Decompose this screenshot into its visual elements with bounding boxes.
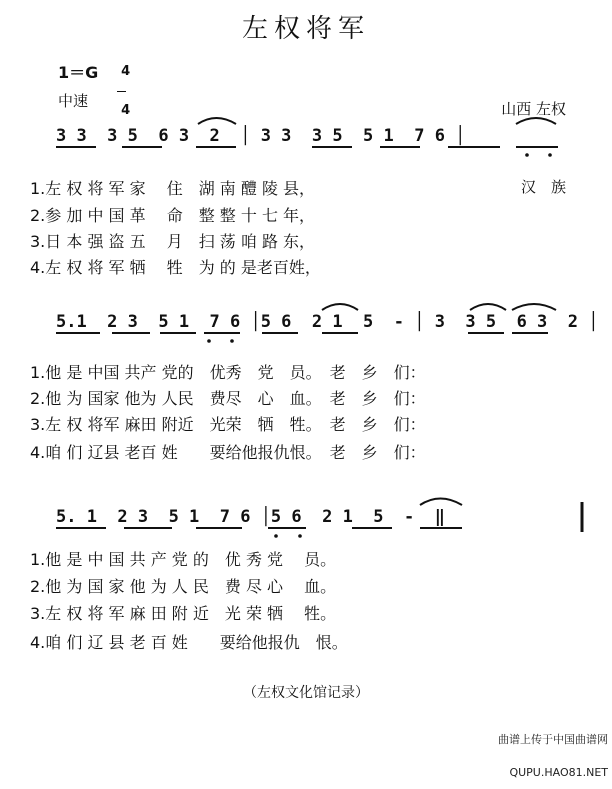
source-note: （左权文化馆记录） bbox=[243, 685, 369, 701]
lyric-line: 3.左 权 将军 麻田 附近 光荣 牺 牲。 老 乡 们： bbox=[30, 415, 426, 434]
origin-info bbox=[501, 44, 566, 226]
key-signature: 1＝G bbox=[58, 63, 99, 82]
watermark-line-1: 曲谱上传于中国曲谱网 bbox=[498, 733, 608, 746]
time-signature bbox=[112, 54, 130, 117]
lyric-line: 4.咱 们 辽县 老百 姓 要给他报仇恨。 老 乡 们： bbox=[30, 443, 426, 462]
tempo-marking: 中速 bbox=[58, 92, 89, 110]
lyric-line: 2.他 为 国 家 他 为 人 民 费 尽 心 血。 bbox=[30, 577, 337, 596]
notation-line-2: 5.1 2 3 5 1 7 6 │5 6 2 1 5 - │ 3 3 5 6 3 2 │ bbox=[56, 312, 599, 332]
watermark-line-2: QUPU.HAO81.NET bbox=[509, 766, 608, 779]
notation-line-3: 5. 1 2 3 5 1 7 6 │5 6 2 1 5 - ‖ bbox=[56, 507, 445, 527]
lyric-line: 3.左 权 将 军 麻 田 附 近 光 荣 牺 牲。 bbox=[30, 604, 337, 623]
meter-numerator: 4 bbox=[121, 64, 131, 79]
lyric-line: 4.左 权 将 军 牺 牲 为 的 是老百姓， bbox=[30, 258, 321, 277]
origin-region: 山西 左权 bbox=[501, 100, 566, 118]
lyric-line: 1.他 是 中国 共产 党的 优秀 党 员。 老 乡 们： bbox=[30, 363, 426, 382]
site-watermark bbox=[498, 712, 608, 789]
lyric-line: 4.咱 们 辽 县 老 百 姓 要给他报仇 恨。 bbox=[30, 633, 348, 652]
song-title: 左权将军 bbox=[241, 14, 370, 44]
notation-line-1: 3 3 3 5 6 3 2 │ 3 3 3 5 5 1 7 6 │ bbox=[56, 126, 466, 146]
lyric-line: 1.他 是 中 国 共 产 党 的 优 秀 党 员。 bbox=[30, 550, 337, 569]
lyric-line: 2.参 加 中 国 革 命 整 整 十 七 年， bbox=[30, 206, 316, 225]
lyric-line: 2.他 为 国家 他为 人民 费尽 心 血。 老 乡 们： bbox=[30, 389, 426, 408]
origin-ethnicity: 汉 族 bbox=[520, 178, 566, 196]
lyric-line: 3.日 本 强 盗 五 月 扫 荡 咱 路 东， bbox=[30, 232, 316, 251]
lyric-line: 1.左 权 将 军 家 住 湖 南 醴 陵 县， bbox=[30, 179, 316, 198]
meter-divider bbox=[117, 91, 126, 92]
meter-denominator: 4 bbox=[121, 103, 131, 118]
